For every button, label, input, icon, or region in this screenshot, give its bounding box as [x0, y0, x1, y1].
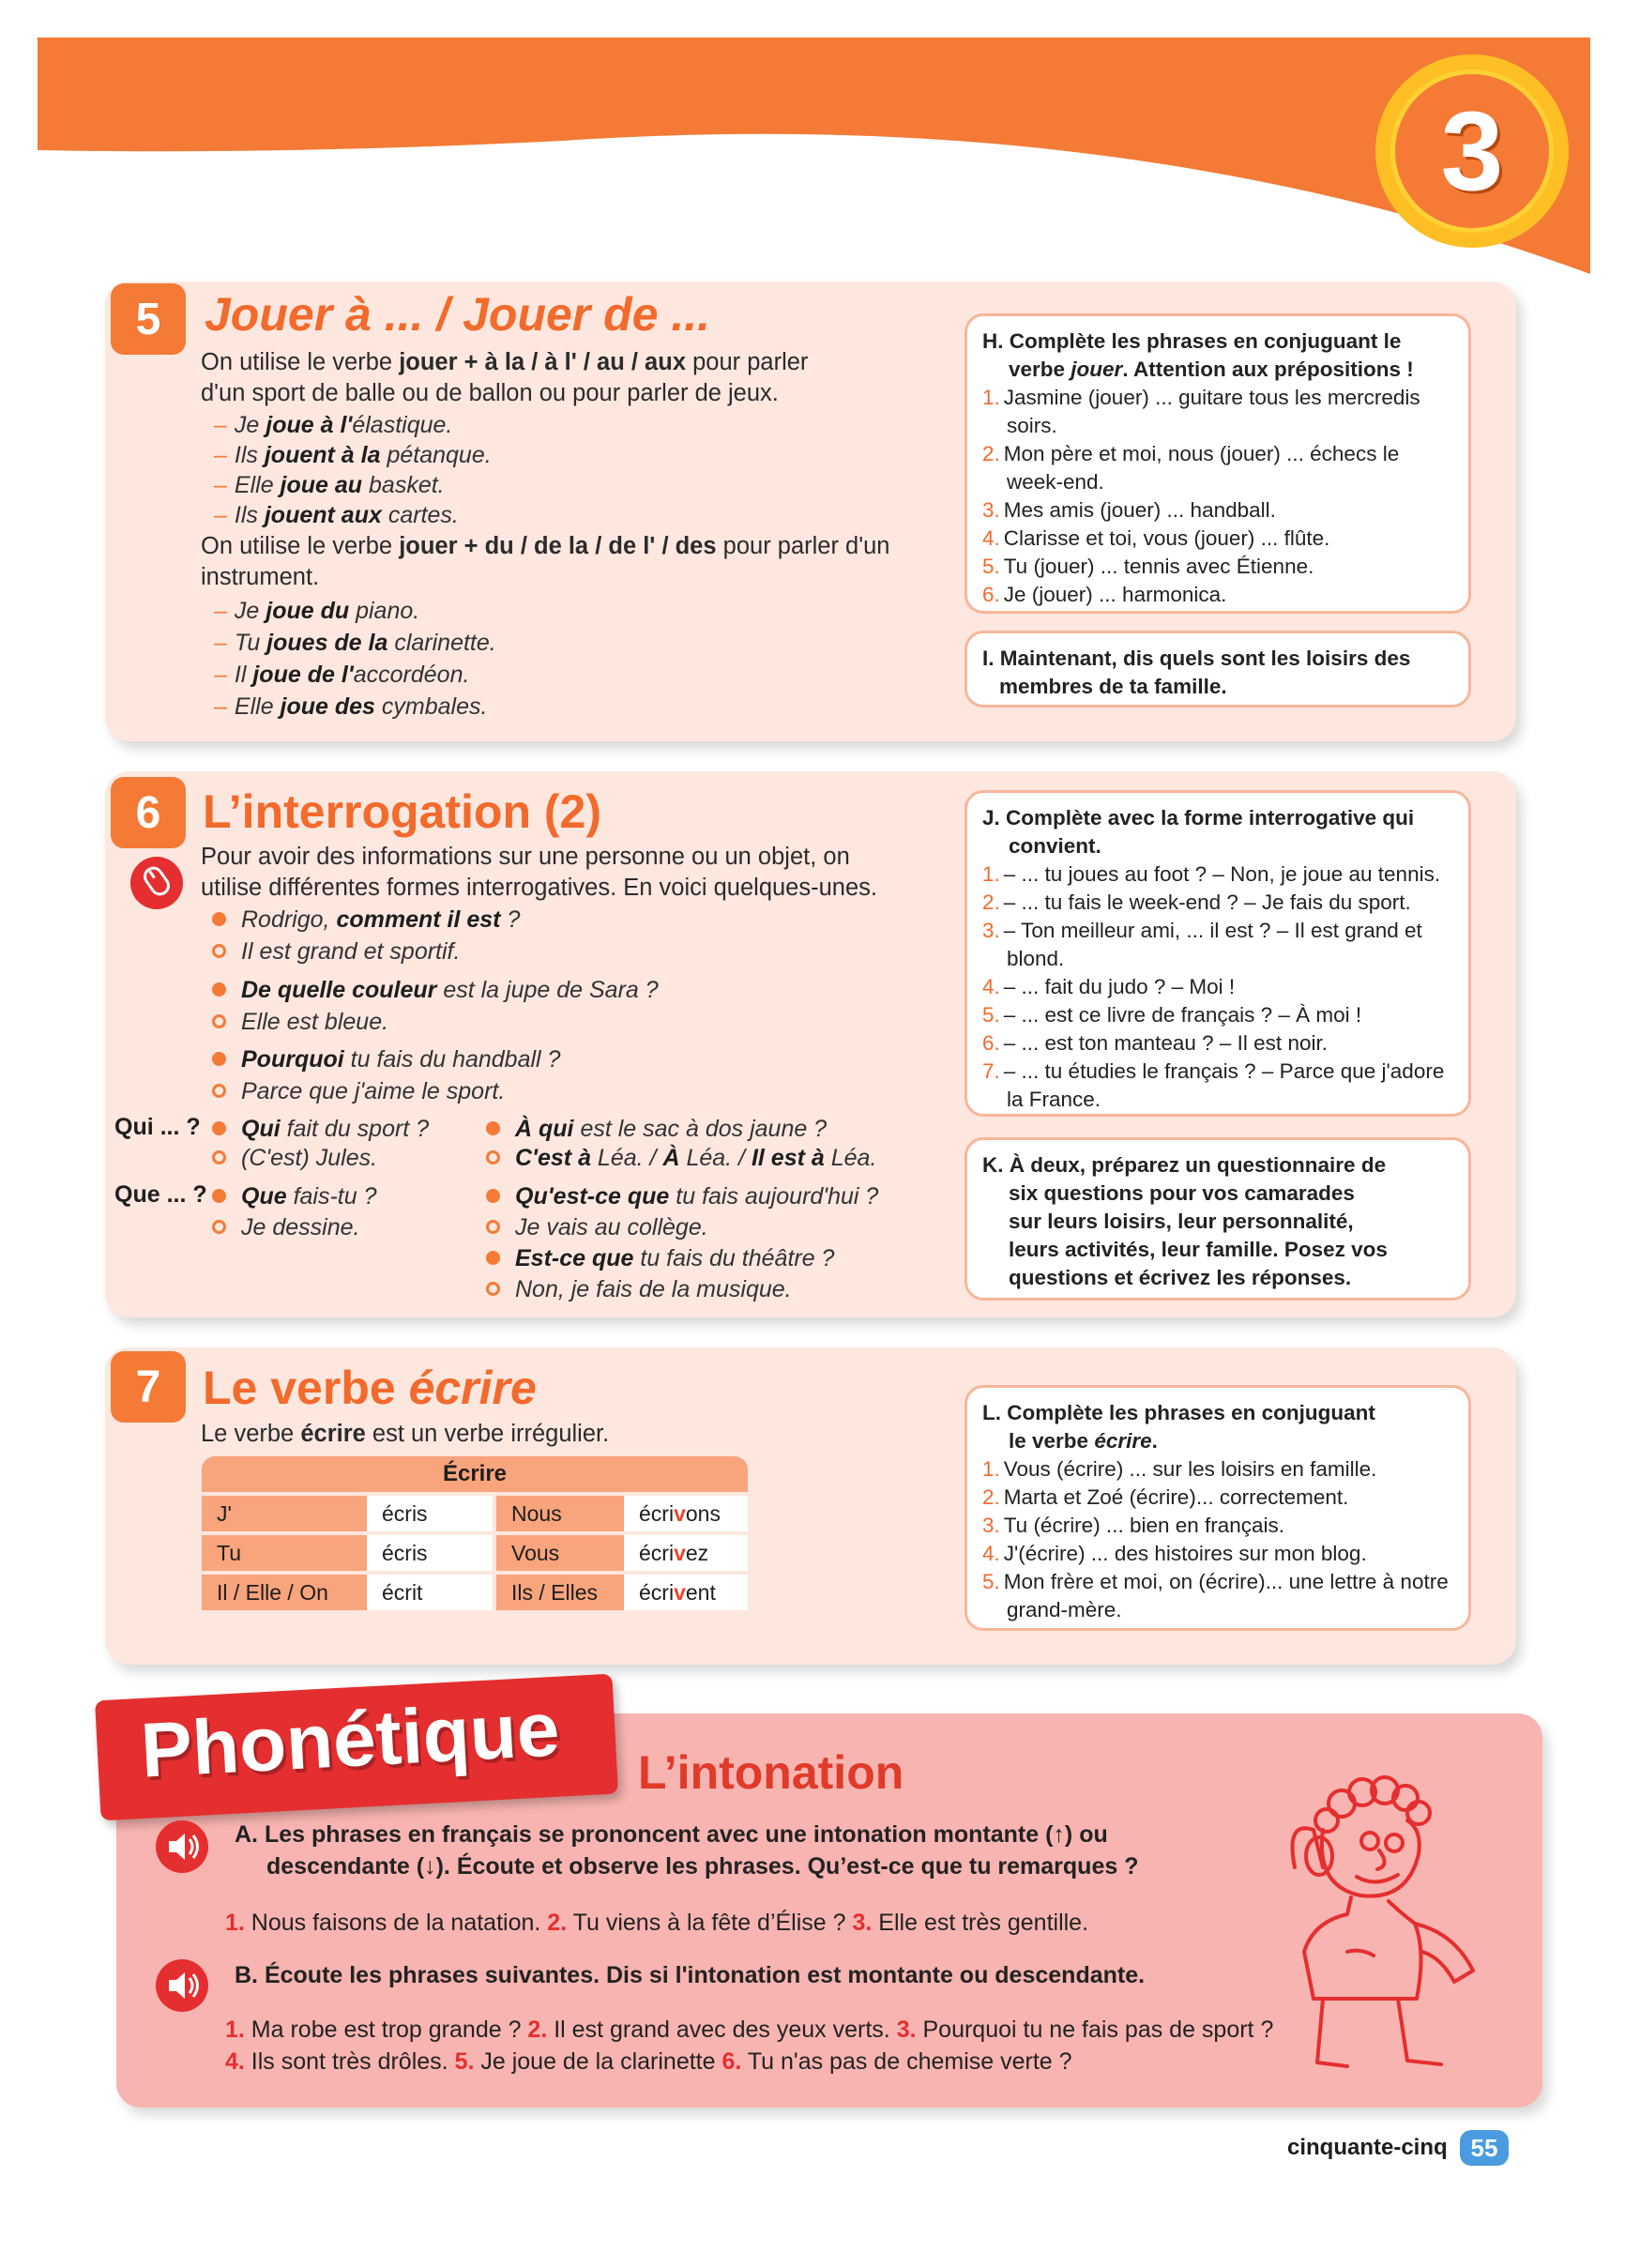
section-5-number: 5	[111, 283, 186, 355]
exercise-item: 5. – ... est ce livre de français ? – À moi !	[982, 1003, 1362, 1027]
question-line: Pourquoi tu fais du handball ?	[212, 1044, 560, 1074]
exercise-h-title: H. Complète les phrases en conjuguant le verbe jouer. Attention aux prépositions !	[982, 329, 1414, 381]
example-line: – Tu joues de la clarinette.	[214, 630, 496, 656]
example-line: – Je joue à l'élastique.	[214, 412, 453, 438]
page-number: 55	[1460, 2130, 1509, 2166]
exercise-item: 1. Vous (écrire) ... sur les loisirs en famille.	[982, 1457, 1377, 1481]
answer-line: Je vais au collège.	[486, 1212, 708, 1242]
answer-line: Je dessine.	[212, 1212, 359, 1242]
example-line: – Elle joue des cymbales.	[214, 693, 488, 720]
section-5-title: Jouer à ... / Jouer de ...	[205, 288, 711, 341]
exercise-item: 7. – ... tu étudies le français ? – Parce que j'adore la France.	[982, 1059, 1445, 1111]
answer-line: C'est à Léa. / À Léa. / Il est à Léa.	[486, 1143, 876, 1173]
conjugation-table-header: Écrire	[202, 1456, 748, 1492]
qui-label: Qui ... ?	[114, 1114, 201, 1140]
section-6-number: 6	[111, 777, 186, 848]
exercise-item: 3. – Ton meilleur ami, ... il est ? – Il est grand et blond.	[982, 919, 1422, 970]
section-5-rule-1: On utilise le verbe jouer + à la / à l' / au / aux pour parler d'un sport de balle ou de ballon ou pour parler de jeux.	[201, 349, 809, 406]
exercise-item: 2. Mon père et moi, nous (jouer) ... échecs le week-end.	[982, 442, 1400, 494]
answer-line: Elle est bleue.	[212, 1007, 388, 1037]
question-line: Qu'est-ce que tu fais aujourd'hui ?	[486, 1181, 878, 1211]
mouse-icon	[129, 856, 184, 910]
section-6-title: L’interrogation (2)	[203, 785, 601, 838]
speaker-icon[interactable]	[156, 1820, 208, 1873]
exercise-item: 4. Clarisse et toi, vous (jouer) ... flûte.	[982, 526, 1330, 550]
section-6-intro: Pour avoir des informations sur une personne ou un objet, on utilise différentes formes interrogatives. En voici quelques-unes.	[201, 844, 877, 901]
exercise-item: 1. – ... tu joues au foot ? – Non, je joue au tennis.	[982, 862, 1441, 886]
exercise-item: 3. Tu (écrire) ... bien en français.	[982, 1514, 1285, 1537]
example-line: – Ils jouent à la pétanque.	[214, 442, 492, 468]
phonetics-a-sentences: 1. Nous faisons de la natation. 2. Tu viens à la fête d’Élise ? 3. Elle est très gentille.	[225, 1910, 1089, 1936]
que-label: Que ... ?	[114, 1181, 207, 1208]
exercise-k	[964, 1137, 1471, 1301]
exercise-item: 2. – ... tu fais le week-end ? – Je fais du sport.	[982, 890, 1411, 914]
exercise-item: 5. Mon frère et moi, on (écrire)... une lettre à notre grand-mère.	[982, 1570, 1449, 1621]
section-7-intro: Le verbe écrire est un verbe irrégulier.	[201, 1421, 610, 1447]
exercise-item: 3. Mes amis (jouer) ... handball.	[982, 498, 1276, 522]
exercise-item: 5. Tu (jouer) ... tennis avec Étienne.	[982, 555, 1314, 578]
example-line: – Il joue de l'accordéon.	[214, 662, 470, 688]
phonetics-subtitle: L’intonation	[638, 1746, 904, 1799]
example-line: – Ils jouent aux cartes.	[214, 502, 459, 528]
listening-boy-illustration	[1257, 1764, 1520, 2083]
exercise-l-title: L. Complète les phrases en conjuguant le verbe écrire.	[982, 1401, 1375, 1453]
page-number-words: cinquante-cinq	[1287, 2135, 1448, 2160]
exercise-k-text: K. À deux, préparez un questionnaire de six questions pour vos camarades sur leurs loisirs, leur personnalité, leurs activités, leur famille. Posez vos questions et écrivez les réponses.	[982, 1153, 1388, 1289]
conjugation-row: J' écris Nous écrivons	[202, 1496, 748, 1531]
exercise-item: 4. – ... fait du judo ? – Moi !	[982, 975, 1236, 998]
answer-line: Non, je fais de la musique.	[486, 1274, 792, 1304]
exercise-l	[964, 1385, 1471, 1631]
conjugation-row: Tu écris Vous écrivez	[202, 1535, 748, 1571]
question-line: Rodrigo, comment il est ?	[212, 905, 520, 935]
speaker-icon[interactable]	[156, 1959, 208, 2012]
question-line: Que fais-tu ?	[212, 1181, 377, 1211]
exercise-item: 6. – ... est ton manteau ? – Il est noir.	[982, 1031, 1328, 1055]
question-line: Qui fait du sport ?	[212, 1114, 429, 1144]
question-line: Est-ce que tu fais du théâtre ?	[486, 1243, 834, 1273]
question-line: À qui est le sac à dos jaune ?	[486, 1114, 827, 1144]
answer-line: (C'est) Jules.	[212, 1143, 377, 1173]
exercise-h	[964, 313, 1471, 614]
phonetics-b-sentences-1: 1. Ma robe est trop grande ? 2. Il est grand avec des yeux verts. 3. Pourquoi tu ne fais pas de sport ?	[225, 2017, 1274, 2043]
example-line: – Je joue du piano.	[214, 598, 420, 624]
exercise-j-title: J. Complète avec la forme interrogative qui convient.	[982, 806, 1415, 858]
phonetics-b-sentences-2: 4. Ils sont très drôles. 5. Je joue de la clarinette 6. Tu n'as pas de chemise verte ?	[225, 2048, 1072, 2075]
question-line: De quelle couleur est la jupe de Sara ?	[212, 975, 659, 1005]
conjugation-row: Il / Elle / On écrit Ils / Elles écrivent	[202, 1575, 748, 1610]
exercise-item: 2. Marta et Zoé (écrire)... correctement.	[982, 1485, 1349, 1509]
answer-line: Il est grand et sportif.	[212, 936, 460, 967]
chapter-number: 3	[1395, 74, 1549, 228]
example-line: – Elle joue au basket.	[214, 472, 445, 498]
section-7-number: 7	[111, 1351, 186, 1423]
phonetics-task-b: B. Écoute les phrases suivantes. Dis si l'intonation est montante ou descendante.	[235, 1962, 1146, 1988]
exercise-item: 6. Je (jouer) ... harmonica.	[982, 583, 1227, 606]
exercise-j	[964, 790, 1471, 1117]
section-5-examples-2	[214, 595, 496, 723]
exercise-item: 4. J'(écrire) ... des histoires sur mon blog.	[982, 1542, 1367, 1565]
section-5-rule-2: On utilise le verbe jouer + du / de la / de l' / des pour parler d'un instrument.	[201, 533, 890, 590]
section-5-examples-1	[214, 410, 492, 530]
section-7-title: Le verbe écrire	[203, 1362, 537, 1414]
answer-line: Parce que j'aime le sport.	[212, 1076, 505, 1106]
phonetics-title: Phonétique	[138, 1686, 562, 1794]
chapter-badge	[1375, 54, 1569, 248]
exercise-item: 1. Jasmine (jouer) ... guitare tous les mercredis soirs.	[982, 386, 1420, 437]
exercise-i	[964, 631, 1471, 708]
phonetics-task-a: A. Les phrases en français se prononcent avec une intonation montante (↑) ou descendante (↓). Écoute et observe les phrases. Qu’est-ce que tu remarques ?	[235, 1821, 1139, 1880]
exercise-i-title: I. Maintenant, dis quels sont les loisirs des membres de ta famille.	[982, 647, 1411, 698]
